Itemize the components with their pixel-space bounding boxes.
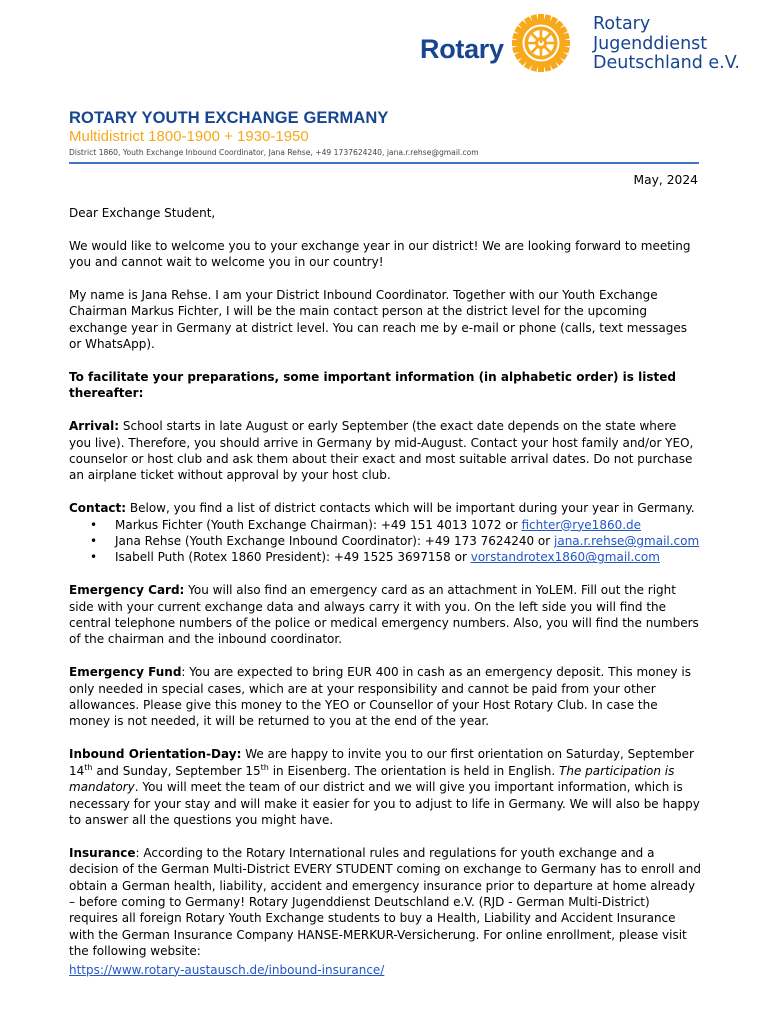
insurance-paragraph: Insurance: According to the Rotary International rules and regulations for youth exchange and a decision of the German Multi-District EVERY STUDENT coming on exchange to Germany has to enroll and obtain a German health, liability, accident and emergency insurance prior to departure at home already – before coming to Germany! Rotary Jugenddienst Deutschland e.V. (RJD - German Multi-District) requires all foreign Rotary Youth Exchange students to buy a Health, Liability and Accident Insurance with the German Insurance Company HANSE-MERKUR-Versicherung. For online enrollment, please visit the following website: — [69, 845, 701, 959]
arrival-heading: Arrival: — [69, 419, 120, 434]
insurance-heading: Insurance — [69, 845, 136, 860]
welcome-paragraph: We would like to welcome you to your exchange year in our district! We are looking forward to meeting you and cannot wait to welcome you in our country! — [69, 238, 691, 270]
letterhead — [69, 109, 699, 157]
intro-paragraph: My name is Jana Rehse. I am your District Inbound Coordinator. Together with our Youth Exchange Chairman Markus Fichter, I will be the main contact person at the district level for the upcoming exchange year in Germany at district level. You can reach me by e-mail or phone (calls, text messages or WhatsApp). — [69, 288, 687, 352]
contact-heading: Contact: — [69, 501, 127, 516]
emergency-fund-heading: Emergency Fund — [69, 665, 182, 680]
letter-date: May, 2024 — [633, 173, 698, 187]
arrival-paragraph: Arrival: School starts in late August or early September (the exact date depends on the state where you live). Therefore, you should arrive in Germany by mid-August. Contact your host family and/or YEO, counselor or host club and ask them about their exact and most suitable arrival dates. Do not purchase an airplane ticket without approval by your host club. — [69, 419, 694, 483]
logo-subtitle: Rotary Jugenddienst Deutschland e.V. — [593, 14, 740, 73]
rotary-logo — [420, 12, 740, 74]
list-item: • Isabell Puth (Rotex 1860 President): +49 1525 3697158 or vorstandrotex1860@gmail.com — [115, 549, 701, 565]
letterhead-contact-line: District 1860, Youth Exchange Inbound Coordinator, Jana Rehse, +49 1737624240, jana.r.rehse@gmail.com — [69, 148, 479, 157]
letterhead-title: ROTARY YOUTH EXCHANGE GERMANY — [69, 109, 389, 127]
salutation: Dear Exchange Student, — [69, 206, 216, 220]
emergency-fund-paragraph: Emergency Fund: You are expected to bring EUR 400 in cash as an emergency deposit. This money is only needed in special cases, which are at your responsibility and cannot be paid from your other allowances. Please give this money to the YEO or Counsellor of your Host Rotary Club. In case the money is not needed, it will be returned to you at the end of the year. — [69, 665, 692, 729]
list-item: • Jana Rehse (Youth Exchange Inbound Coordinator): +49 173 7624240 or jana.r.rehse@gmail.com — [115, 533, 701, 549]
letterhead-subtitle: Multidistrict 1800-1900 + 1930-1950 — [69, 128, 309, 145]
orientation-paragraph: Inbound Orientation-Day: We are happy to invite you to our first orientation on Saturday, September 14th and Sunday, September 15th in Eisenberg. The orientation is held in English. The participation is mandatory. You will meet the team of our district and we will give you important information, which is necessary for your stay and will make it easier for you to adjust to life in Germany. We will also be happy to answer all the questions you might have. — [69, 747, 700, 827]
insurance-link-line — [69, 962, 701, 978]
emergency-card-heading: Emergency Card: — [69, 583, 185, 598]
email-link-fichter[interactable]: fichter@rye1860.de — [521, 517, 642, 532]
preparations-heading: To facilitate your preparations, some important information (in alphabetic order) is listed thereafter: — [69, 370, 676, 401]
orientation-heading: Inbound Orientation-Day: — [69, 747, 242, 762]
contact-paragraph: Contact: Below, you find a list of district contacts which will be important during your year in Germany. — [69, 501, 695, 516]
header-divider — [69, 162, 699, 164]
email-link-rehse[interactable]: jana.r.rehse@gmail.com — [554, 534, 700, 549]
contact-list — [69, 517, 701, 566]
insurance-website-link[interactable]: https://www.rotary-austausch.de/inbound-insurance/ — [69, 962, 385, 977]
rotary-wordmark: Rotary — [420, 34, 504, 64]
rotary-wheel-icon — [512, 14, 570, 72]
letter-body — [69, 205, 701, 978]
emergency-card-paragraph: Emergency Card: You will also find an emergency card as an attachment in YoLEM. Fill out the right side with your current exchange data and always carry it with you. On the left side you will find the central telephone numbers of the police or medical emergency numbers. Also, you will find the numbers of the chairman and the inbound coordinator. — [69, 583, 699, 647]
email-link-rotex[interactable]: vorstandrotex1860@gmail.com — [470, 550, 660, 565]
list-item: • Markus Fichter (Youth Exchange Chairman): +49 151 4013 1072 or fichter@rye1860.de — [115, 517, 701, 533]
mandatory-note: The participation is mandatory — [69, 763, 675, 795]
